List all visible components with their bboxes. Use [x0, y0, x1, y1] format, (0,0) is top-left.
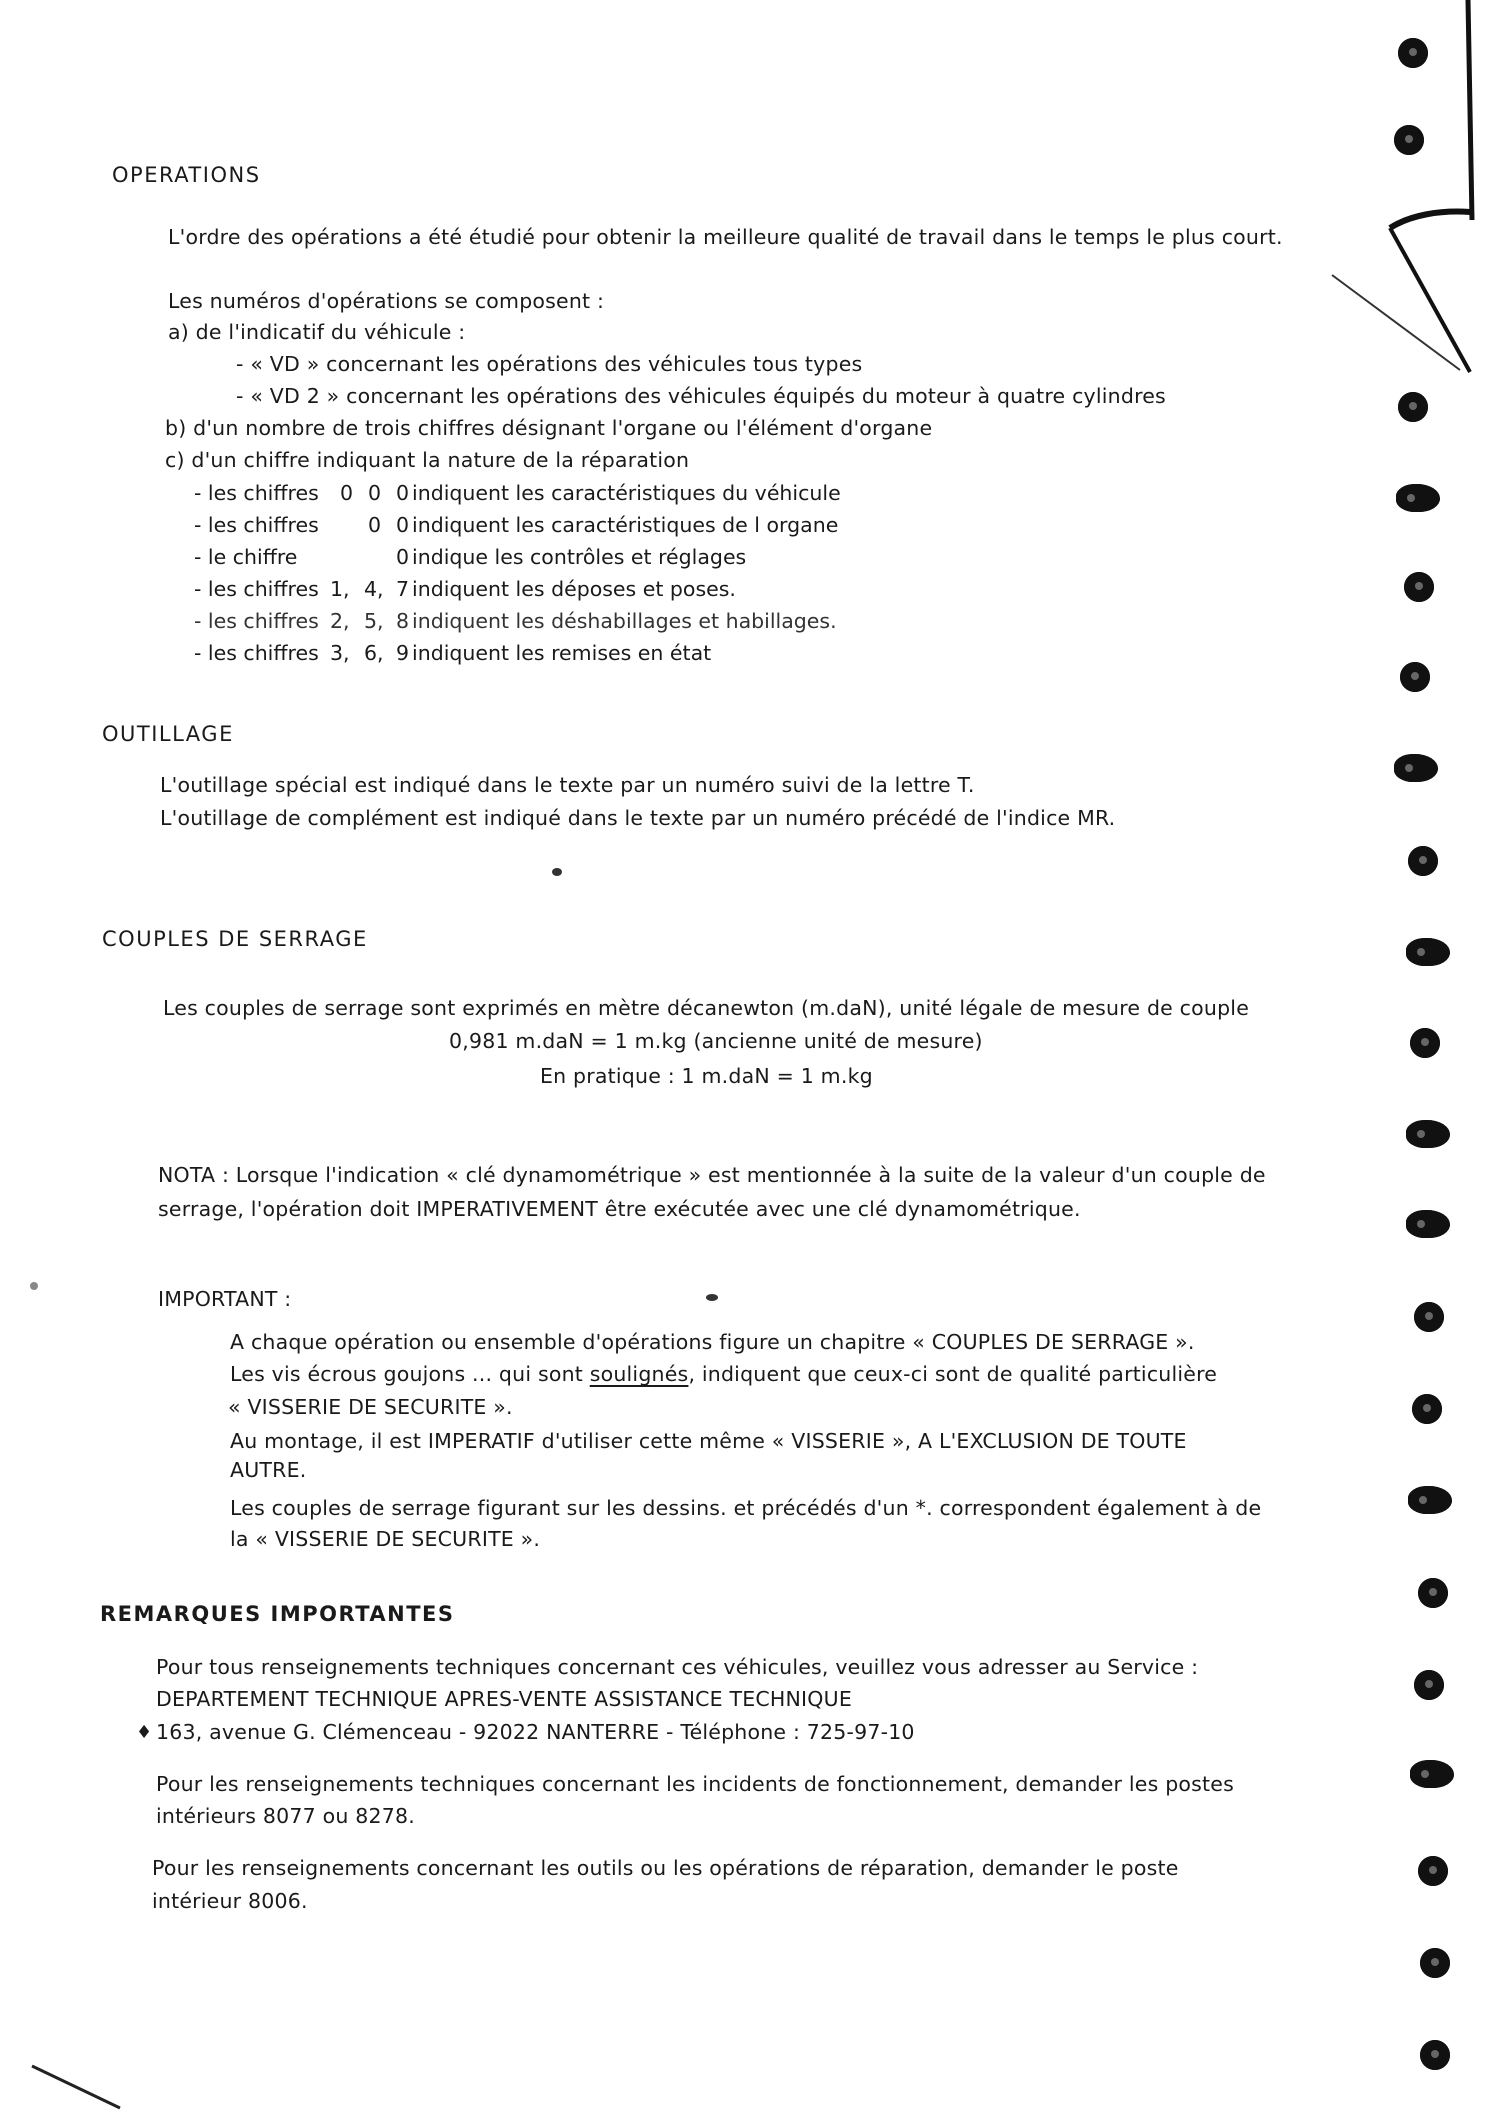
binding-hole-icon — [1396, 484, 1440, 512]
remarques-line-7: intérieur 8006. — [152, 1889, 308, 1913]
digit-row: - le chiffre 0 indique les contrôles et réglages — [194, 545, 747, 569]
nota-line-1: NOTA : Lorsque l'indication « clé dynamométrique » est mentionnée à la suite de la valeur d'un couple de — [158, 1163, 1266, 1187]
digit-row: - les chiffres 2, 5, 8 indiquent les déshabillages et habillages. — [194, 609, 837, 633]
remarques-line-1: Pour tous renseignements techniques concernant ces véhicules, veuillez vous adresser au Service : — [156, 1655, 1199, 1679]
operations-item-a1: - « VD » concernant les opérations des véhicules tous types — [236, 352, 863, 376]
binding-hole-icon — [1408, 846, 1438, 876]
remarques-line-3: 163, avenue G. Clémenceau - 92022 NANTERRE - Téléphone : 725-97-10 — [156, 1720, 915, 1744]
nota-line-2: serrage, l'opération doit IMPERATIVEMENT être exécutée avec une clé dynamométrique. — [158, 1197, 1081, 1221]
page-edge-icon — [1330, 0, 1500, 400]
remarques-line-2: DEPARTEMENT TECHNIQUE APRES-VENTE ASSISTANCE TECHNIQUE — [156, 1687, 852, 1711]
operations-item-a: a) de l'indicatif du véhicule : — [168, 320, 466, 344]
binding-hole-icon — [1406, 1210, 1450, 1238]
binding-hole-icon — [1410, 1760, 1454, 1788]
operations-composition: Les numéros d'opérations se composent : — [168, 289, 605, 313]
underlined-word: soulignés — [589, 1362, 689, 1386]
binding-hole-icon — [1418, 1578, 1448, 1608]
operations-item-a2: - « VD 2 » concernant les opérations des véhicules équipés du moteur à quatre cylindres — [236, 384, 1166, 408]
important-line-2: Les vis écrous goujons ... qui sont soulignés, indiquent que ceux-ci sont de qualité particulière — [230, 1362, 1218, 1386]
remarques-line-6: Pour les renseignements concernant les outils ou les opérations de réparation, demander le poste — [152, 1856, 1179, 1880]
important-line-5: AUTRE. — [230, 1458, 307, 1482]
couples-line-1: Les couples de serrage sont exprimés en mètre décanewton (m.daN), unité légale de mesure de couple — [163, 996, 1250, 1020]
binding-hole-icon — [1420, 1948, 1450, 1978]
binding-hole-icon — [1412, 1394, 1442, 1424]
important-line-7: la « VISSERIE DE SECURITE ». — [230, 1527, 541, 1551]
binding-hole-icon — [1406, 938, 1450, 966]
operations-intro: L'ordre des opérations a été étudié pour obtenir la meilleure qualité de travail dans le temps le plus court. — [168, 225, 1283, 249]
remarques-title: REMARQUES IMPORTANTES — [100, 1602, 455, 1626]
binding-hole-icon — [1414, 1302, 1444, 1332]
digit-row: - les chiffres 3, 6, 9 indiquent les remises en état — [194, 641, 712, 665]
binding-hole-icon — [1408, 1486, 1452, 1514]
important-line-1: A chaque opération ou ensemble d'opérations figure un chapitre « COUPLES DE SERRAGE ». — [230, 1330, 1195, 1354]
outillage-line-2: L'outillage de complément est indiqué dans le texte par un numéro précédé de l'indice MR. — [160, 806, 1116, 830]
important-line-3: « VISSERIE DE SECURITE ». — [228, 1395, 513, 1419]
digit-row: - les chiffres 0 0 0 indiquent les caractéristiques du véhicule — [194, 481, 841, 505]
important-line-6: Les couples de serrage figurant sur les dessins. et précédés d'un *. correspondent également à de — [230, 1496, 1262, 1520]
outillage-title: OUTILLAGE — [102, 722, 234, 746]
operations-item-b: b) d'un nombre de trois chiffres désignant l'organe ou l'élément d'organe — [165, 416, 933, 440]
binding-hole-icon — [1410, 1028, 1440, 1058]
remarques-line-5: intérieurs 8077 ou 8278. — [156, 1804, 415, 1828]
important-title: IMPORTANT : — [158, 1287, 292, 1311]
binding-hole-icon — [1400, 662, 1430, 692]
binding-hole-icon — [1414, 1670, 1444, 1700]
binding-hole-icon — [1394, 754, 1438, 782]
outillage-line-1: L'outillage spécial est indiqué dans le texte par un numéro suivi de la lettre T. — [160, 773, 975, 797]
scan-speck — [706, 1294, 718, 1301]
couples-title: COUPLES DE SERRAGE — [102, 927, 368, 951]
binding-hole-icon — [1418, 1856, 1448, 1886]
digit-row: - les chiffres 1, 4, 7 indiquent les déposes et poses. — [194, 577, 736, 601]
operations-title: OPERATIONS — [112, 163, 261, 187]
scan-speck — [30, 1282, 38, 1290]
binding-hole-icon — [1420, 2040, 1450, 2070]
couples-line-3: En pratique : 1 m.daN = 1 m.kg — [540, 1064, 873, 1088]
scan-mark-icon — [28, 2060, 128, 2120]
bullet-marker: ♦ — [136, 1722, 153, 1743]
remarques-line-4: Pour les renseignements techniques concernant les incidents de fonctionnement, demander les postes — [156, 1772, 1234, 1796]
binding-hole-icon — [1404, 572, 1434, 602]
operations-item-c: c) d'un chiffre indiquant la nature de la réparation — [165, 448, 690, 472]
scan-speck — [552, 868, 562, 876]
important-line-4: Au montage, il est IMPERATIF d'utiliser cette même « VISSERIE », A L'EXCLUSION DE TOUTE — [230, 1429, 1187, 1453]
couples-line-2: 0,981 m.daN = 1 m.kg (ancienne unité de mesure) — [449, 1029, 983, 1053]
digit-row: - les chiffres 0 0 indiquent les caractéristiques de l organe — [194, 513, 839, 537]
binding-hole-icon — [1406, 1120, 1450, 1148]
